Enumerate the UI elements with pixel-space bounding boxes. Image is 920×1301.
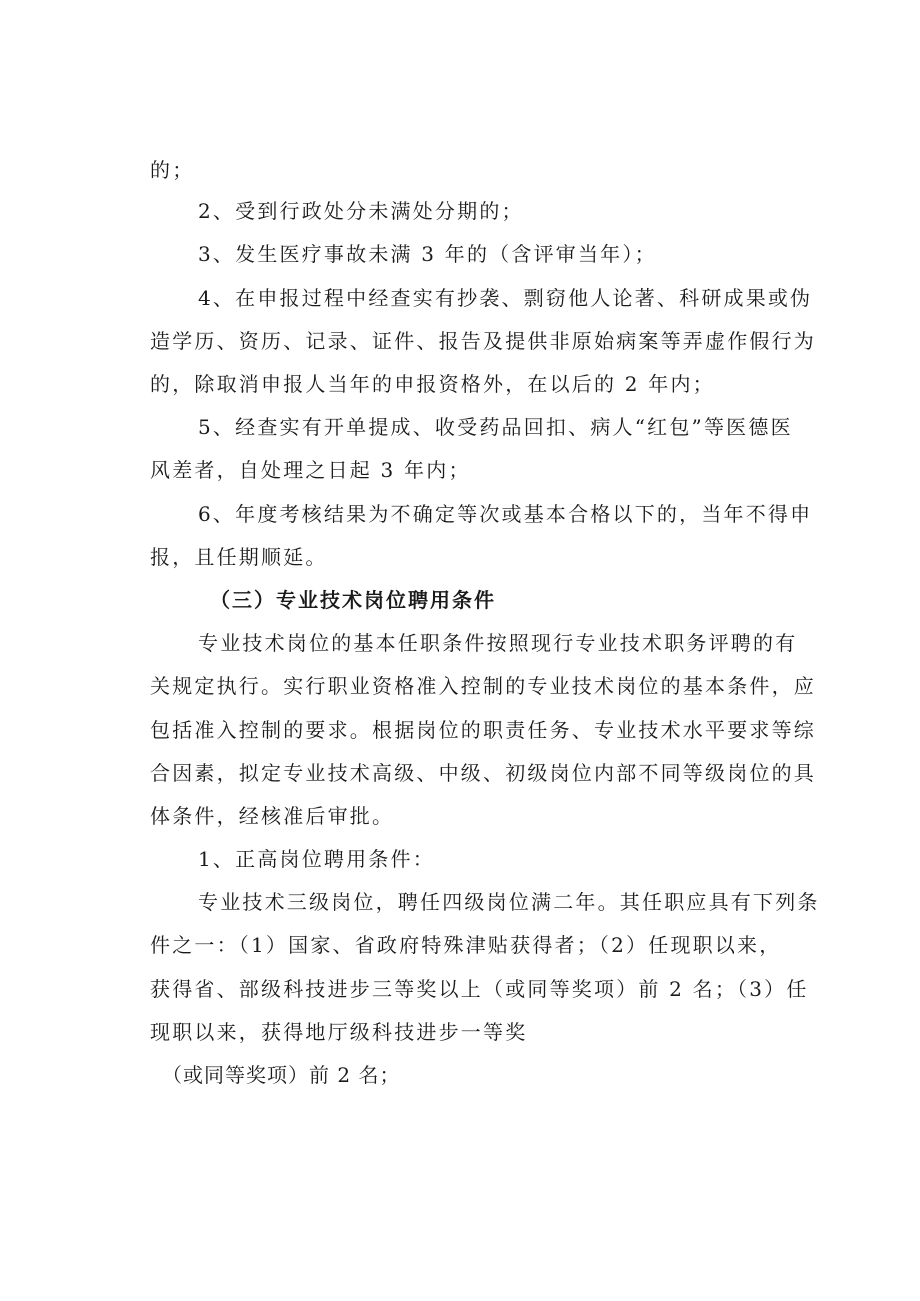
- section-heading: （三）专业技术岗位聘用条件: [210, 588, 496, 612]
- list-item: 4、在申报过程中经查实有抄袭、剽窃他人论著、科研成果或伪: [198, 286, 813, 310]
- list-item: 3、发生医疗事故未满 3 年的（含评审当年）；: [198, 242, 657, 266]
- text-line: 合因素，拟定专业技术高级、中级、初级岗位内部不同等级岗位的具: [150, 761, 816, 785]
- text-line: 体条件，经核准后审批。: [150, 804, 395, 828]
- list-item: 5、经查实有开单提成、收受药品回扣、病人“红包”等医德医: [198, 415, 793, 439]
- text-line: 风差者，自处理之日起 3 年内；: [150, 458, 471, 482]
- list-item: 6、年度考核结果为不确定等次或基本合格以下的，当年不得申: [198, 502, 813, 526]
- text-line: 包括准入控制的要求。根据岗位的职责任务、专业技术水平要求等综: [150, 718, 816, 742]
- text-line: 造学历、资历、记录、证件、报告及提供非原始病案等弄虚作假行为: [150, 329, 816, 353]
- paragraph-line: 专业技术三级岗位，聘任四级岗位满二年。其任职应具有下列条: [198, 890, 820, 914]
- text-line: 现职以来，获得地厅级科技进步一等奖: [150, 1020, 528, 1044]
- text-line: 获得省、部级科技进步三等奖以上（或同等奖项）前 2 名；（3）任: [150, 977, 809, 1001]
- list-item: 2、受到行政处分未满处分期的；: [198, 199, 524, 223]
- text-line: 关规定执行。实行职业资格准入控制的专业技术岗位的基本条件，应: [150, 674, 816, 698]
- text-line: 的；: [150, 158, 195, 182]
- text-line: 报，且任期顺延。: [150, 545, 328, 569]
- text-line: 的，除取消申报人当年的申报资格外，在以后的 2 年内；: [150, 372, 715, 396]
- paragraph-line: 专业技术岗位的基本任职条件按照现行专业技术职务评聘的有: [198, 631, 798, 655]
- text-line: （或同等奖项）前 2 名；: [162, 1063, 401, 1087]
- text-line: 件之一：（1）国家、省政府特殊津贴获得者；（2）任现职以来，: [150, 933, 782, 957]
- subsection-title: 1、正高岗位聘用条件：: [198, 847, 435, 871]
